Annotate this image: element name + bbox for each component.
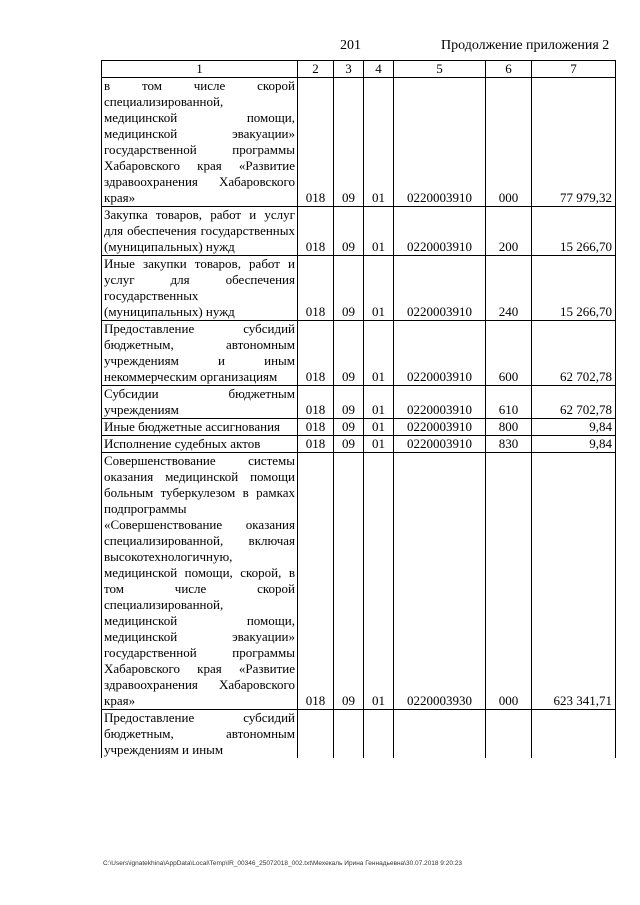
row-description: Закупка товаров, работ и услуг для обеспечения государственных (муниципальных) нужд: [102, 207, 298, 256]
row-description: Иные бюджетные ассигнования: [102, 419, 298, 436]
cell-subsection: 01: [364, 419, 394, 436]
cell-ministry-code: 018: [298, 386, 334, 419]
row-description: Субсидии бюджетным учреждениям: [102, 386, 298, 419]
row-description: Предоставление субсидий бюджетным, автономным учреждениям и иным некоммерческим организациям: [102, 321, 298, 386]
cell-target-article: [394, 710, 486, 759]
cell-subsection: 01: [364, 256, 394, 321]
cell-section: 09: [334, 256, 364, 321]
cell-target-article: 0220003910: [394, 321, 486, 386]
page-number: 201: [340, 38, 361, 53]
table-row: [102, 78, 616, 207]
table-header-row: [102, 61, 616, 78]
cell-subsection: 01: [364, 78, 394, 207]
row-description: Исполнение судебных актов: [102, 436, 298, 453]
cell-expense-type: 800: [486, 419, 532, 436]
cell-target-article: 0220003910: [394, 436, 486, 453]
column-header: 3: [334, 61, 364, 78]
cell-amount: 623 341,71: [532, 453, 616, 710]
cell-expense-type: 200: [486, 207, 532, 256]
cell-ministry-code: 018: [298, 436, 334, 453]
cell-amount: 62 702,78: [532, 321, 616, 386]
row-description: Предоставление субсидий бюджетным, автономным учреждениям и иным: [102, 710, 298, 759]
cell-target-article: 0220003910: [394, 207, 486, 256]
cell-expense-type: 240: [486, 256, 532, 321]
cell-ministry-code: 018: [298, 321, 334, 386]
column-header: 6: [486, 61, 532, 78]
row-description: Иные закупки товаров, работ и услуг для обеспечения государственных (муниципальных) нужд: [102, 256, 298, 321]
cell-ministry-code: [298, 710, 334, 759]
cell-amount: 9,84: [532, 419, 616, 436]
cell-section: 09: [334, 386, 364, 419]
column-header: 2: [298, 61, 334, 78]
row-description: Совершенствование системы оказания медицинской помощи больным туберкулезом в рамках подпрограммы «Совершенствование оказания специализированной, включая высокотехнологичную, медицинской помощи, скорой, в том числе скорой специализированной, медицинской помощи, медицинской эвакуации» государственной программы Хабаровского края «Развитие здравоохранения Хабаровского края»: [102, 453, 298, 710]
continuation-label: Продолжение приложения 2: [441, 38, 610, 53]
table-row: [102, 256, 616, 321]
footer-file-path: C:\Users\ignatekhina\AppData\Local\Temp\IR_00346_25072018_002.txt\Мехекаль Ирина Геннадьевна\30.07.2018 9:20:23: [103, 860, 462, 867]
cell-expense-type: 600: [486, 321, 532, 386]
cell-subsection: 01: [364, 436, 394, 453]
cell-subsection: 01: [364, 207, 394, 256]
cell-expense-type: 000: [486, 453, 532, 710]
table-row: [102, 453, 616, 710]
cell-expense-type: 830: [486, 436, 532, 453]
table-row: [102, 207, 616, 256]
cell-ministry-code: 018: [298, 419, 334, 436]
cell-ministry-code: 018: [298, 207, 334, 256]
cell-target-article: 0220003910: [394, 256, 486, 321]
cell-ministry-code: 018: [298, 78, 334, 207]
column-header: 4: [364, 61, 394, 78]
column-header: 5: [394, 61, 486, 78]
cell-expense-type: 000: [486, 78, 532, 207]
cell-subsection: 01: [364, 386, 394, 419]
cell-target-article: 0220003910: [394, 78, 486, 207]
cell-amount: 77 979,32: [532, 78, 616, 207]
cell-ministry-code: 018: [298, 256, 334, 321]
table-row: [102, 710, 616, 759]
cell-target-article: 0220003910: [394, 419, 486, 436]
cell-section: 09: [334, 419, 364, 436]
cell-section: 09: [334, 207, 364, 256]
cell-subsection: 01: [364, 453, 394, 710]
column-header: 1: [102, 61, 298, 78]
table-row: [102, 321, 616, 386]
cell-amount: [532, 710, 616, 759]
cell-target-article: 0220003930: [394, 453, 486, 710]
cell-section: 09: [334, 321, 364, 386]
cell-expense-type: [486, 710, 532, 759]
cell-amount: 62 702,78: [532, 386, 616, 419]
row-description: в том числе скорой специализированной, медицинской помощи, медицинской эвакуации» государственной программы Хабаровского края «Развитие здравоохранения Хабаровского края»: [102, 78, 298, 207]
column-header: 7: [532, 61, 616, 78]
cell-subsection: 01: [364, 321, 394, 386]
cell-expense-type: 610: [486, 386, 532, 419]
table-row: [102, 386, 616, 419]
cell-target-article: 0220003910: [394, 386, 486, 419]
cell-ministry-code: 018: [298, 453, 334, 710]
cell-amount: 9,84: [532, 436, 616, 453]
table-row: [102, 419, 616, 436]
cell-section: 09: [334, 436, 364, 453]
cell-section: 09: [334, 453, 364, 710]
cell-section: [334, 710, 364, 759]
cell-subsection: [364, 710, 394, 759]
cell-amount: 15 266,70: [532, 207, 616, 256]
cell-section: 09: [334, 78, 364, 207]
budget-table: [101, 60, 616, 758]
cell-amount: 15 266,70: [532, 256, 616, 321]
table-row: [102, 436, 616, 453]
